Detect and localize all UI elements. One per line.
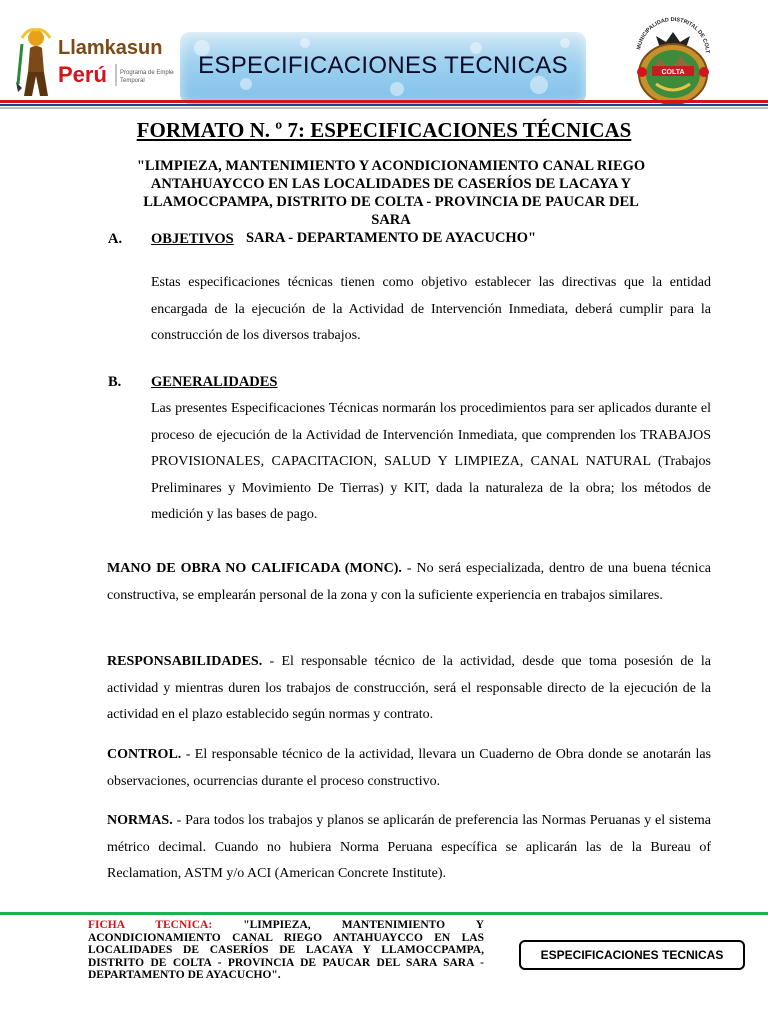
document-title: FORMATO N. º 7: ESPECIFICACIONES TÉCNICAS — [136, 118, 632, 142]
seal-text: MUNICIPALIDAD DISTRITAL DE COLT — [636, 16, 711, 54]
ficha-text: "LIMPIEZA, MANTENIMIENTO Y ACONDICIONAMIENTO CANAL RIEGO ANTAHUAYCCO EN LAS LOCALIDADES DE CASERÍOS DE LACAYA Y LLAMOCCPAMPA, DISTRITO DE COLTA - PROVINCIA DE PAUCAR DEL SARA SARA - DEPARTAMENTO DE AYACUCHO". — [88, 919, 484, 981]
section-b-text: Las presentes Especificaciones Técnicas normarán los procedimientos para ser aplicados durante el proceso de ejecución de la Actividad de Intervención Inmediata, que comprenden los TRABAJOS PROVISIONALES, CAPACITACION, SALUD Y LIMPIEZA, CANAL NATURAL (Trabajos Preliminares y Movimiento De Tierras) y KIT, dada la naturaleza de la obra; los métodos de medición y las bases de pago. — [151, 401, 711, 522]
item-mano-de-obra — [107, 556, 711, 609]
ficha-label: FICHA TECNICA: — [88, 919, 213, 931]
logo-word-2: Perú — [58, 62, 107, 87]
banner-title: ESPECIFICACIONES TECNICAS — [198, 52, 568, 79]
header-banner — [180, 32, 586, 104]
item-text: - No será especializada, dentro de una buena técnica constructiva, se emplearán personal de la zona y con la suficiente experiencia en trabajos similares. — [107, 561, 711, 603]
municipal-seal-logo — [626, 14, 720, 108]
subtitle-line: ANTAHUAYCCO EN LAS LOCALIDADES DE CASERÍOS DE LACAYA Y — [150, 176, 632, 192]
header-stripe-gray — [0, 107, 768, 109]
item-term: NORMAS. — [107, 813, 173, 828]
farmer-icon — [14, 24, 174, 100]
section-b-title: GENERALIDADES — [151, 374, 278, 390]
logo-caption-1: Programa de Empleo — [120, 70, 174, 76]
footer-badge: ESPECIFICACIONES TECNICAS — [519, 940, 745, 970]
llamkasun-peru-logo — [14, 24, 174, 100]
footer-divider — [0, 912, 768, 915]
logo-word-1: Llamkasun — [58, 37, 163, 59]
subtitle-line: "LIMPIEZA, MANTENIMIENTO Y ACONDICIONAMIENTO CANAL RIEGO — [136, 158, 646, 174]
item-text: - Para todos los trabajos y planos se aplicarán de preferencia las Normas Peruanas y el sistema métrico decimal. Cuando no hubiera Norma Peruana específica se aplicarán las de la Bureau of Reclamation, ASTM y/o ACI (American Concrete Institute). — [107, 813, 711, 881]
item-term: MANO DE OBRA NO CALIFICADA (MONC). — [107, 561, 402, 576]
item-term: RESPONSABILIDADES. — [107, 654, 263, 669]
subtitle-line: LLAMOCCPAMPA, DISTRITO DE COLTA - PROVINCIA DE PAUCAR DEL SARA — [143, 194, 639, 228]
header-stripe-blue — [0, 104, 768, 106]
logo-caption-2: Temporal — [120, 78, 145, 84]
page-header — [0, 0, 768, 112]
ficha-tecnica — [88, 919, 484, 982]
item-control — [107, 742, 711, 795]
item-text: - El responsable técnico de la actividad, desde que toma posesión de la actividad y mientras duren los trabajos de construcción, será el responsable directo de la ejecución de la actividad en el plazo establecido según normas y contrato. — [107, 654, 711, 722]
subtitle-line: SARA - DEPARTAMENTO DE AYACUCHO" — [245, 230, 537, 246]
section-b-letter: B. — [108, 374, 122, 390]
section-a-title: OBJETIVOS — [151, 231, 234, 247]
item-text: - El responsable técnico de la actividad, llevara un Cuaderno de Obra donde se anotarán las observaciones, ocurrencias durante el proceso constructivo. — [107, 747, 711, 789]
item-term: CONTROL. — [107, 747, 182, 762]
seal-band-text: COLTA — [661, 69, 685, 76]
coat-of-arms-icon — [626, 14, 720, 108]
item-normas — [107, 808, 711, 888]
header-stripe-red — [0, 100, 768, 103]
section-a-text: Estas especificaciones técnicas tienen como objetivo establecer las directivas que la entidad encargada de la ejecución de la Actividad de Intervención Inmediata, deberá cumplir para la construcción de los diversos trabajos. — [151, 275, 711, 343]
section-a-letter: A. — [108, 231, 123, 247]
item-responsabilidades — [107, 649, 711, 729]
